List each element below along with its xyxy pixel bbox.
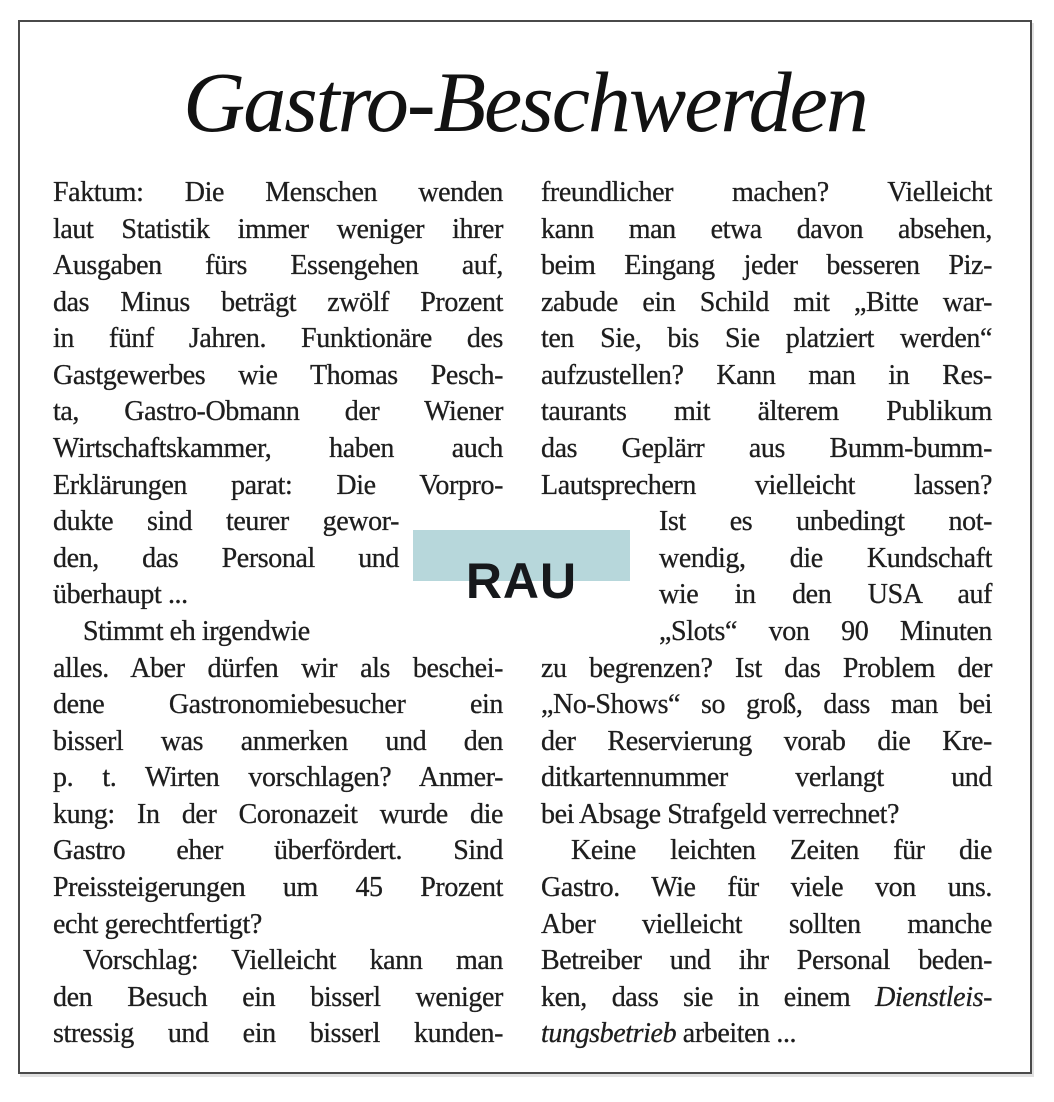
text-segment: bei Absage Strafgeld verrechnet?: [541, 798, 900, 830]
text-segment: Lautsprechern vielleicht lassen?: [541, 469, 992, 501]
text-line: [53, 833, 503, 870]
text-segment: überhaupt ...: [53, 579, 188, 611]
text-segment: zu begrenzen? Ist das Problem der: [541, 652, 992, 684]
text-segment: stressig und ein bisserl kunden-: [53, 1018, 503, 1050]
text-segment: Erklärungen parat: Die Vorpro-: [53, 469, 503, 501]
text-segment: wie in den USA auf: [659, 579, 992, 611]
text-segment: Betreiber und ihr Personal beden-: [541, 945, 992, 977]
text-segment: laut Statistik immer weniger ihrer: [53, 213, 503, 245]
text-line: [541, 1016, 992, 1053]
text-line: [541, 175, 992, 212]
text-line: [541, 212, 992, 249]
article-column-left: [53, 175, 503, 1055]
text-line: [541, 724, 992, 761]
text-segment: beim Eingang jeder besseren Piz-: [541, 250, 992, 282]
text-line: [541, 248, 992, 285]
text-segment: p. t. Wirten vorschlagen? Anmer-: [53, 762, 503, 794]
text-line: [53, 175, 503, 212]
text-line: [541, 394, 992, 431]
text-segment: Aber vielleicht sollten manche: [541, 908, 992, 940]
text-segment: bisserl was anmerken und den: [53, 725, 503, 757]
text-line: [541, 870, 992, 907]
text-segment: kann man etwa davon absehen,: [541, 213, 992, 245]
text-line: [53, 980, 503, 1017]
text-segment: das Minus beträgt zwölf Prozent: [53, 286, 503, 318]
text-line: [541, 321, 992, 358]
text-segment: freundlicher machen? Vielleicht: [541, 177, 992, 208]
text-line: [53, 321, 503, 358]
text-line: [53, 943, 503, 980]
article-frame: [18, 20, 1032, 1074]
text-line: [541, 468, 992, 505]
author-tag-label: RAU: [465, 553, 578, 609]
text-segment: Stimmt eh irgendwie: [83, 615, 310, 647]
text-line: [53, 724, 503, 761]
text-segment: echt gerechtfertigt?: [53, 908, 262, 940]
text-line: [53, 394, 503, 431]
text-line: [53, 907, 503, 944]
text-segment: ditkartennummer verlangt und: [541, 762, 992, 794]
text-line: [53, 797, 503, 834]
text-line: [541, 431, 992, 468]
text-line: [541, 358, 992, 395]
text-line: [53, 577, 399, 614]
text-segment: dene Gastronomiebesucher ein: [53, 689, 503, 721]
text-segment: Ist es unbedingt not-: [659, 506, 992, 538]
text-line: [541, 614, 992, 651]
text-segment: Keine leichten Zeiten für die: [571, 835, 992, 867]
text-segment: Gastro eher überfördert. Sind: [53, 835, 503, 867]
text-segment: wendig, die Kundschaft: [659, 542, 992, 574]
text-segment: Gastgewerbes wie Thomas Pesch-: [53, 359, 503, 391]
text-segment: zabude ein Schild mit „Bitte war-: [541, 286, 992, 318]
text-segment: „Slots“ von 90 Minuten: [659, 615, 992, 647]
text-line: [541, 651, 992, 688]
text-segment: der Reservierung vorab die Kre-: [541, 725, 992, 757]
text-line: [53, 541, 399, 578]
text-line: [53, 248, 503, 285]
text-segment: in fünf Jahren. Funktionäre des: [53, 323, 503, 355]
text-segment: Vorschlag: Vielleicht kann man: [83, 945, 503, 977]
text-line: [541, 797, 992, 834]
text-line: [53, 870, 503, 907]
text-line: [53, 504, 399, 541]
text-line: [53, 687, 503, 724]
article-title: Gastro-Beschwerden: [183, 54, 867, 150]
text-segment: Ausgaben fürs Essengehen auf,: [53, 250, 503, 282]
text-line: [541, 980, 992, 1017]
text-segment: taurants mit älterem Publikum: [541, 396, 992, 428]
article-column-right: [541, 175, 992, 1055]
text-segment: „No-Shows“ so groß, dass man bei: [541, 689, 992, 721]
text-line: [53, 358, 503, 395]
text-line: [541, 760, 992, 797]
text-line: [541, 285, 992, 322]
text-line: [53, 614, 399, 651]
text-line: [541, 907, 992, 944]
text-segment: den, das Personal und: [53, 542, 399, 574]
text-segment: den Besuch ein bisserl weniger: [53, 981, 503, 1013]
text-segment: das Geplärr aus Bumm-bumm-: [541, 433, 992, 465]
text-line: [53, 431, 503, 468]
text-segment: Faktum: Die Menschen wenden: [53, 177, 503, 208]
text-line: [53, 468, 503, 505]
text-segment: ta, Gastro-Obmann der Wiener: [53, 396, 503, 428]
text-segment: Preissteigerungen um 45 Prozent: [53, 871, 503, 903]
text-segment: ken, dass sie in einem: [541, 981, 876, 1013]
text-line: [53, 651, 503, 688]
text-segment: aufzustellen? Kann man in Res-: [541, 359, 992, 391]
italic-text-segment: tungsbetrieb: [541, 1018, 677, 1050]
text-segment: Gastro. Wie für viele von uns.: [541, 871, 992, 903]
text-segment: Wirtschaftskammer, haben auch: [53, 433, 503, 465]
text-line: [541, 687, 992, 724]
text-line: [53, 212, 503, 249]
text-segment: dukte sind teurer gewor-: [53, 506, 399, 538]
text-line: [541, 943, 992, 980]
italic-text-segment: Dienstleis-: [875, 981, 992, 1013]
text-line: [541, 833, 992, 870]
text-line: [53, 760, 503, 797]
text-segment: alles. Aber dürfen wir als beschei-: [53, 652, 503, 684]
text-segment: kung: In der Coronazeit wurde die: [53, 798, 503, 830]
text-line: [53, 285, 503, 322]
text-segment: ten Sie, bis Sie platziert werden“: [541, 323, 992, 355]
text-segment: arbeiten ...: [676, 1018, 797, 1050]
text-line: [53, 1016, 503, 1053]
